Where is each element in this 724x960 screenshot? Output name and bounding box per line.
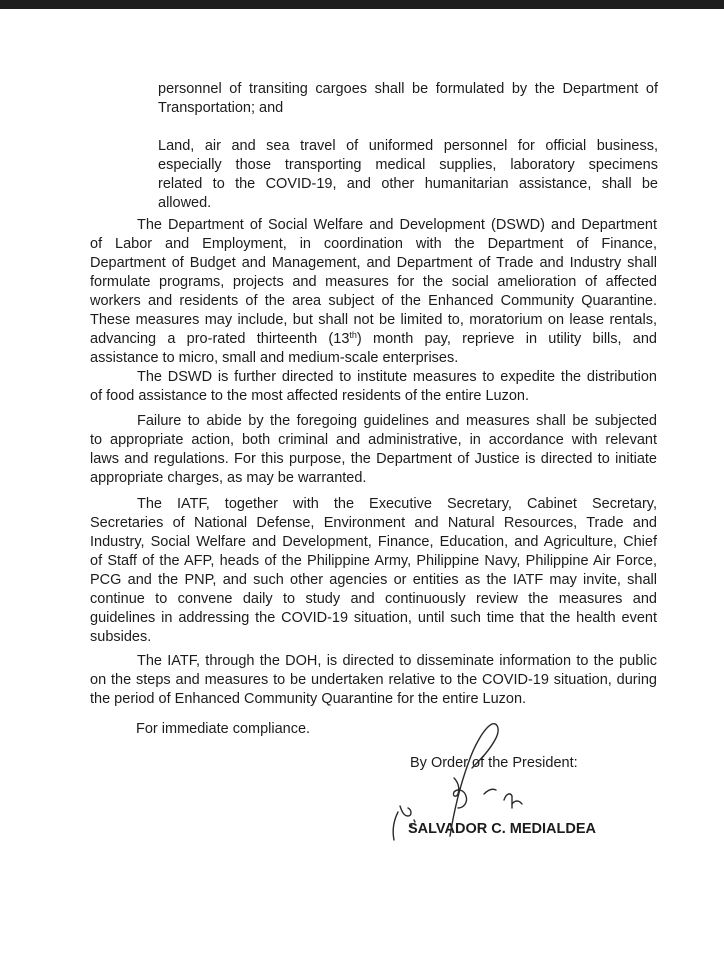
text-line: The DSWD is further directed to institute measures to expedite the distribution: [137, 369, 657, 385]
by-order-line: By Order of the President:: [410, 755, 578, 771]
text-line: of Labor and Employment, in coordination with the Department of Finance,: [90, 236, 657, 252]
text-line: subsides.: [90, 629, 152, 645]
paragraph-failure-to-abide: [90, 412, 657, 488]
superscript-th: th: [349, 330, 357, 340]
text-line: Failure to abide by the foregoing guidelines and measures shall be subjected: [137, 413, 657, 429]
paragraph-food-assistance: [90, 368, 657, 406]
text-line: Land, air and sea travel of uniformed personnel for official business,: [158, 138, 658, 154]
text-line: guidelines in addressing the COVID-19 situation, until such time that the health event: [90, 610, 657, 626]
text-line: The IATF, together with the Executive Secretary, Cabinet Secretary,: [137, 496, 657, 512]
paragraph-iatf-convene: [90, 495, 657, 647]
text-line: of food assistance to the most affected residents of the entire Luzon.: [90, 388, 530, 404]
text-line: The IATF, through the DOH, is directed to disseminate information to the public: [137, 653, 657, 669]
text-line: allowed.: [158, 195, 212, 211]
text-line: The Department of Social Welfare and Development (DSWD) and Department: [137, 217, 657, 233]
text-line: Industry, Social Welfare and Development, Finance, Education, and Agriculture, Chief: [90, 534, 657, 550]
text-line: laws and regulations. For this purpose, the Department of Justice is directed to initiate: [90, 451, 657, 467]
text-line: continue to convene daily to study and continuously review the measures and: [90, 591, 657, 607]
text-line: on the steps and measures to be undertaken relative to the COVID-19 situation, during: [90, 672, 657, 688]
text-fragment: advancing a pro-rated thirteenth (13: [90, 331, 350, 347]
text-line: especially those transporting medical supplies, laboratory specimens: [158, 157, 658, 173]
text-line: related to the COVID-19, and other humanitarian assistance, shall be: [158, 176, 658, 192]
paragraph-social-amelioration: [90, 216, 657, 368]
text-line: the period of Enhanced Community Quarantine for the entire Luzon.: [90, 691, 527, 707]
text-line: Transportation; and: [158, 100, 284, 116]
handwritten-signature: [388, 716, 558, 856]
text-line: personnel of transiting cargoes shall be formulated by the Department of: [158, 81, 658, 97]
text-line-13th-month: [90, 330, 657, 349]
text-line: of Staff of the AFP, heads of the Philippine Army, Philippine Navy, Philippine Air Force,: [90, 553, 657, 569]
text-line: workers and residents of the area subject of the Enhanced Community Quarantine.: [90, 293, 657, 309]
text-fragment: ) month pay, reprieve in utility bills, and: [356, 331, 657, 347]
text-line: These measures may include, but shall not be limited to, moratorium on lease rentals,: [90, 312, 657, 328]
text-line: to appropriate action, both criminal and administrative, in accordance with relevant: [90, 432, 657, 448]
text-line: Department of Budget and Management, and Department of Trade and Industry shall: [90, 255, 657, 271]
text-line: PCG and the PNP, and such other agencies or entities as the IATF may invite, shall: [90, 572, 657, 588]
text-line: appropriate charges, as may be warranted.: [90, 470, 367, 486]
text-line: formulate programs, projects and measures for the social amelioration of affected: [90, 274, 657, 290]
paragraph-transit-cargoes: [158, 80, 658, 118]
signatory-name: SALVADOR C. MEDIALDEA: [408, 821, 596, 837]
text-line: Secretaries of National Defense, Environment and Natural Resources, Trade and: [90, 515, 657, 531]
text-line: assistance to micro, small and medium-scale enterprises.: [90, 350, 459, 366]
paragraph-doh-dissemination: [90, 652, 657, 709]
paragraph-uniformed-travel: [158, 137, 658, 213]
closing-compliance: For immediate compliance.: [136, 721, 311, 737]
